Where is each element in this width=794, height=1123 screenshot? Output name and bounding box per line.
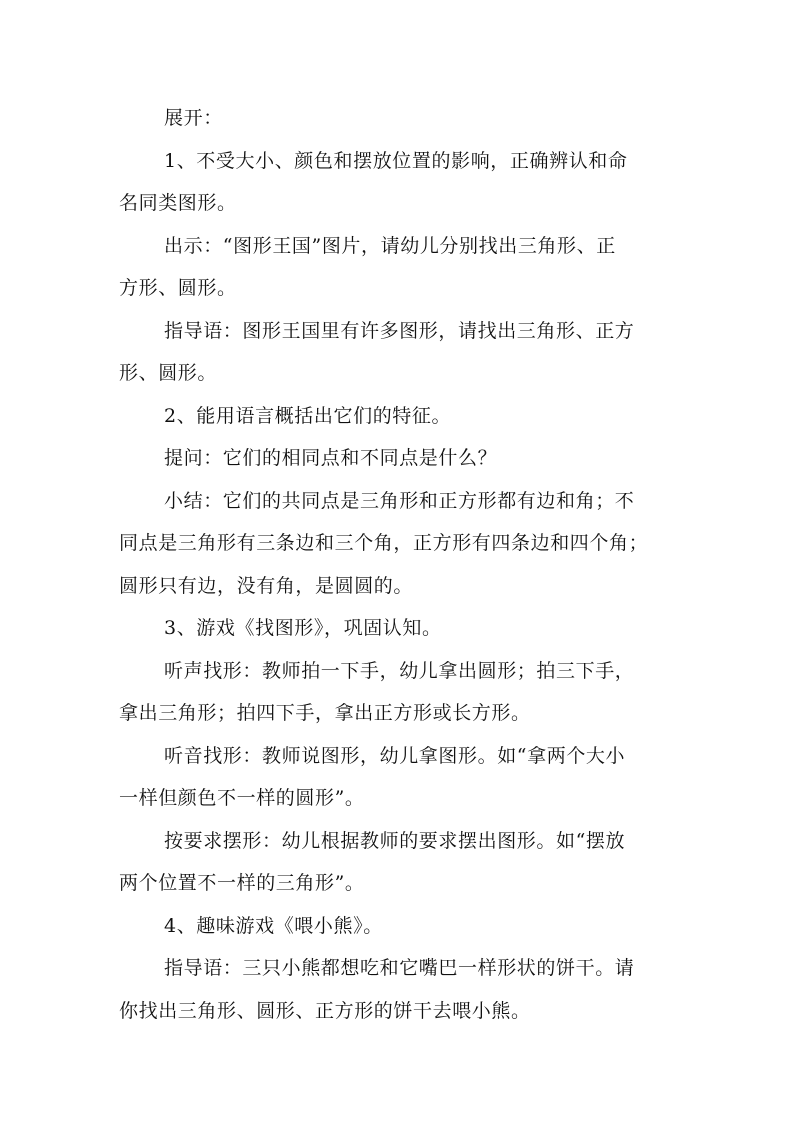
paragraph-line: 名同类图形。 — [119, 192, 237, 214]
paragraph-line: 拿出三角形；拍四下手，拿出正方形或长方形。 — [119, 702, 531, 724]
paragraph-line: 听音找形：教师说图形，幼儿拿图形。如“拿两个大小 — [164, 745, 626, 767]
paragraph-line: 指导语：图形王国里有许多图形，请找出三角形、正方 — [164, 320, 635, 342]
paragraph-line: 指导语：三只小熊都想吃和它嘴巴一样形状的饼干。请 — [164, 957, 635, 979]
paragraph-line: 听声找形：教师拍一下手，幼儿拿出圆形；拍三下手， — [164, 660, 635, 682]
paragraph-line: 按要求摆形：幼儿根据教师的要求摆出图形。如“摆放 — [164, 830, 626, 852]
section-heading-expand: 展开： — [164, 107, 223, 129]
paragraph-line: 你找出三角形、圆形、正方形的饼干去喂小熊。 — [119, 1000, 531, 1022]
paragraph-line: 一样但颜色不一样的圆形”。 — [119, 787, 365, 809]
paragraph-line: 提问：它们的相同点和不同点是什么？ — [164, 447, 498, 469]
paragraph-line: 2、能用语言概括出它们的特征。 — [164, 405, 452, 427]
paragraph-line: 4、趣味游戏《喂小熊》。 — [164, 915, 383, 937]
paragraph-line: 形、圆形。 — [119, 362, 218, 384]
paragraph-line: 方形、圆形。 — [119, 277, 237, 299]
paragraph-line: 1、不受大小、颜色和摆放位置的影响，正确辨认和命 — [164, 150, 628, 172]
paragraph-line: 两个位置不一样的三角形”。 — [119, 872, 365, 894]
paragraph-line: 同点是三角形有三条边和三个角，正方形有四条边和四个角； — [119, 532, 649, 554]
paragraph-line: 小结：它们的共同点是三角形和正方形都有边和角；不 — [164, 490, 635, 512]
paragraph-line: 圆形只有边，没有角，是圆圆的。 — [119, 575, 414, 597]
paragraph-line: 出示：“图形王国”图片，请幼儿分别找出三角形、正 — [164, 235, 616, 257]
paragraph-line: 3、游戏《找图形》，巩固认知。 — [164, 617, 442, 639]
